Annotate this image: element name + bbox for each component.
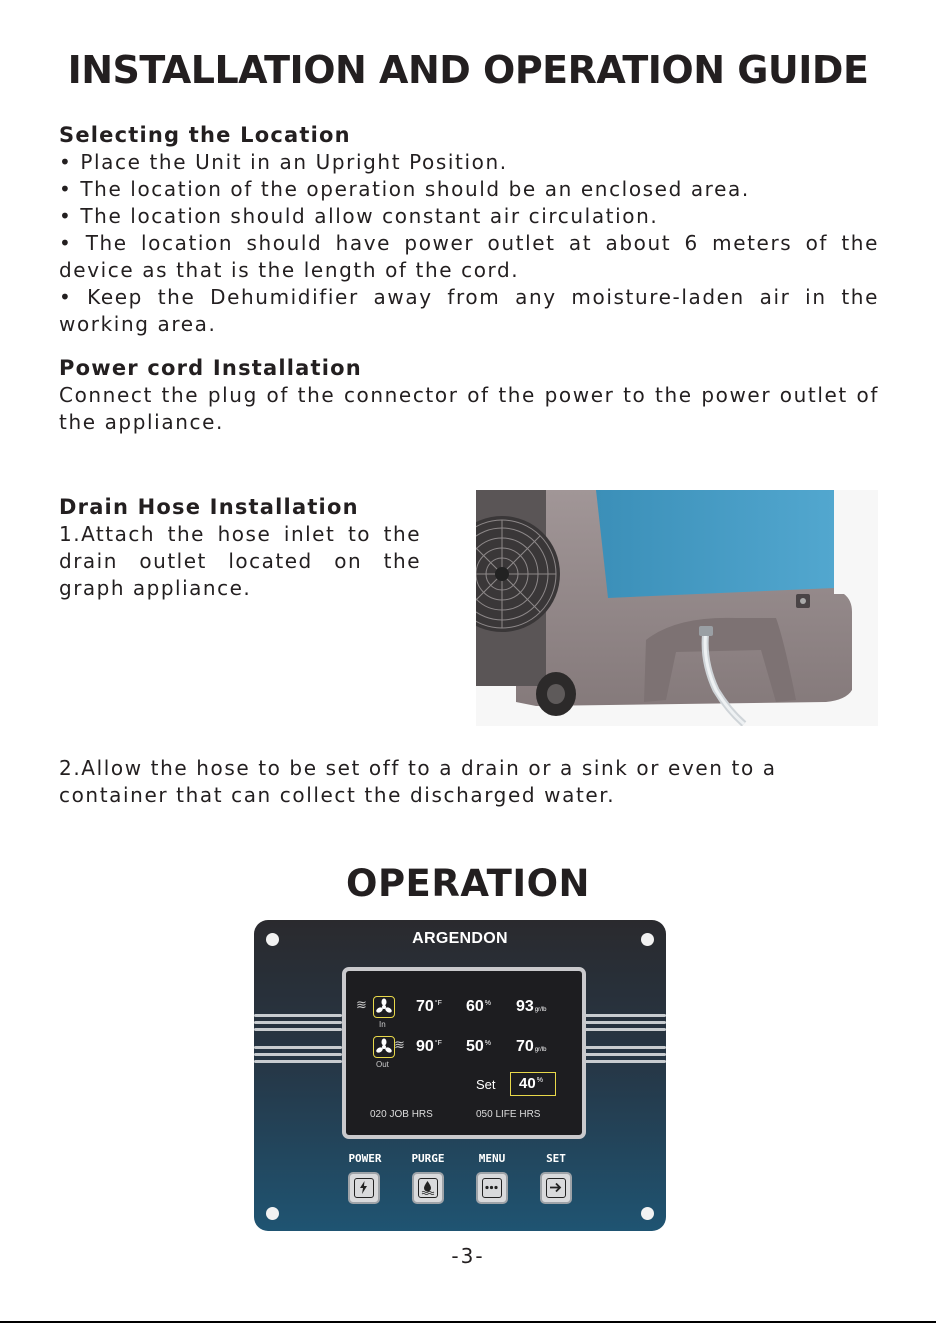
out-gr-value: 70 [516,1038,534,1055]
out-label: Out [376,1060,389,1069]
in-temp-value: 70 [416,998,434,1015]
in-grains [516,998,546,1016]
more-dots-icon [482,1178,502,1198]
out-hum-value: 50 [466,1038,484,1055]
drain-heading: Drain Hose Installation [59,495,359,519]
location-heading: Selecting the Location [59,123,351,147]
brand-logo: ARGENDON [412,930,508,947]
location-bullet-4: • The location should have power outlet at about 6 meters of the device as that is the length of the cord. [59,231,879,282]
in-gr-value: 93 [516,998,534,1015]
power-heading: Power cord Installation [59,356,362,380]
drain-section [59,494,421,602]
rail-left-top [254,1014,342,1034]
temp-unit: °F [434,1039,442,1047]
page-title: INSTALLATION AND OPERATION GUIDE [67,48,869,92]
power-section [59,355,879,436]
out-temp [416,1038,442,1056]
operation-title: OPERATION [345,862,591,905]
set-value [519,1075,543,1092]
location-bullet-1: • Place the Unit in an Upright Position. [59,150,508,174]
airflow-icon: ≋ [356,997,367,1012]
purge-button-label: PURGE [411,1152,445,1165]
rail-right-bottom [578,1046,666,1066]
in-hum-value: 60 [466,998,484,1015]
gr-unit: gr/lb [534,1007,547,1013]
fan-out-icon [373,1036,395,1058]
drain-step-2-line-1: 2.Allow the hose to be set off to a drain or a sink or even to a [59,756,777,780]
hum-unit: % [484,999,492,1007]
temp-unit: °F [434,999,442,1007]
location-bullet-2: • The location of the operation should be an enclosed area. [59,177,750,201]
out-humidity [466,1038,491,1056]
set-value-box [510,1072,556,1096]
power-icon [354,1178,374,1198]
airflow-icon: ≋ [394,1037,405,1052]
out-temp-value: 90 [416,1038,434,1055]
control-panel [254,920,666,1231]
power-button-label: POWER [348,1152,382,1165]
job-hours: 020 JOB HRS [370,1109,433,1120]
fan-in-icon [373,996,395,1018]
drain-step-2 [59,755,879,809]
power-button[interactable] [348,1172,380,1204]
page-number: -3- [451,1244,485,1268]
purge-button[interactable] [412,1172,444,1204]
lcd-display [342,967,586,1139]
menu-button-label: MENU [478,1152,506,1165]
set-button[interactable] [540,1172,572,1204]
hum-unit: % [536,1077,543,1084]
set-button-label: SET [546,1152,566,1165]
arrow-right-icon [546,1178,566,1198]
screw [641,1207,654,1220]
set-value-number: 40 [519,1075,536,1092]
rail-left-bottom [254,1046,342,1066]
gr-unit: gr/lb [534,1047,547,1053]
location-section [59,122,879,338]
life-hours: 050 LIFE HRS [476,1109,541,1120]
dehumidifier-image [476,490,878,726]
out-grains [516,1038,546,1056]
rail-right-top [578,1014,666,1034]
drain-step-1: 1.Attach the hose inlet to the drain outlet located on the graph appliance. [59,522,421,600]
bottom-divider [0,1321,936,1323]
water-drop-icon [418,1178,438,1198]
in-temp [416,998,442,1016]
menu-button[interactable] [476,1172,508,1204]
hum-unit: % [484,1039,492,1047]
location-bullet-5: • Keep the Dehumidifier away from any moisture-laden air in the working area. [59,285,879,336]
screw [266,1207,279,1220]
location-bullet-3: • The location should allow constant air circulation. [59,204,659,228]
in-humidity [466,998,491,1016]
in-label: In [379,1020,386,1029]
set-label: Set [476,1077,496,1092]
drain-step-2-line-2: container that can collect the discharged water. [59,783,616,807]
power-text: Connect the plug of the connector of the power to the power outlet of the appliance. [59,383,879,434]
